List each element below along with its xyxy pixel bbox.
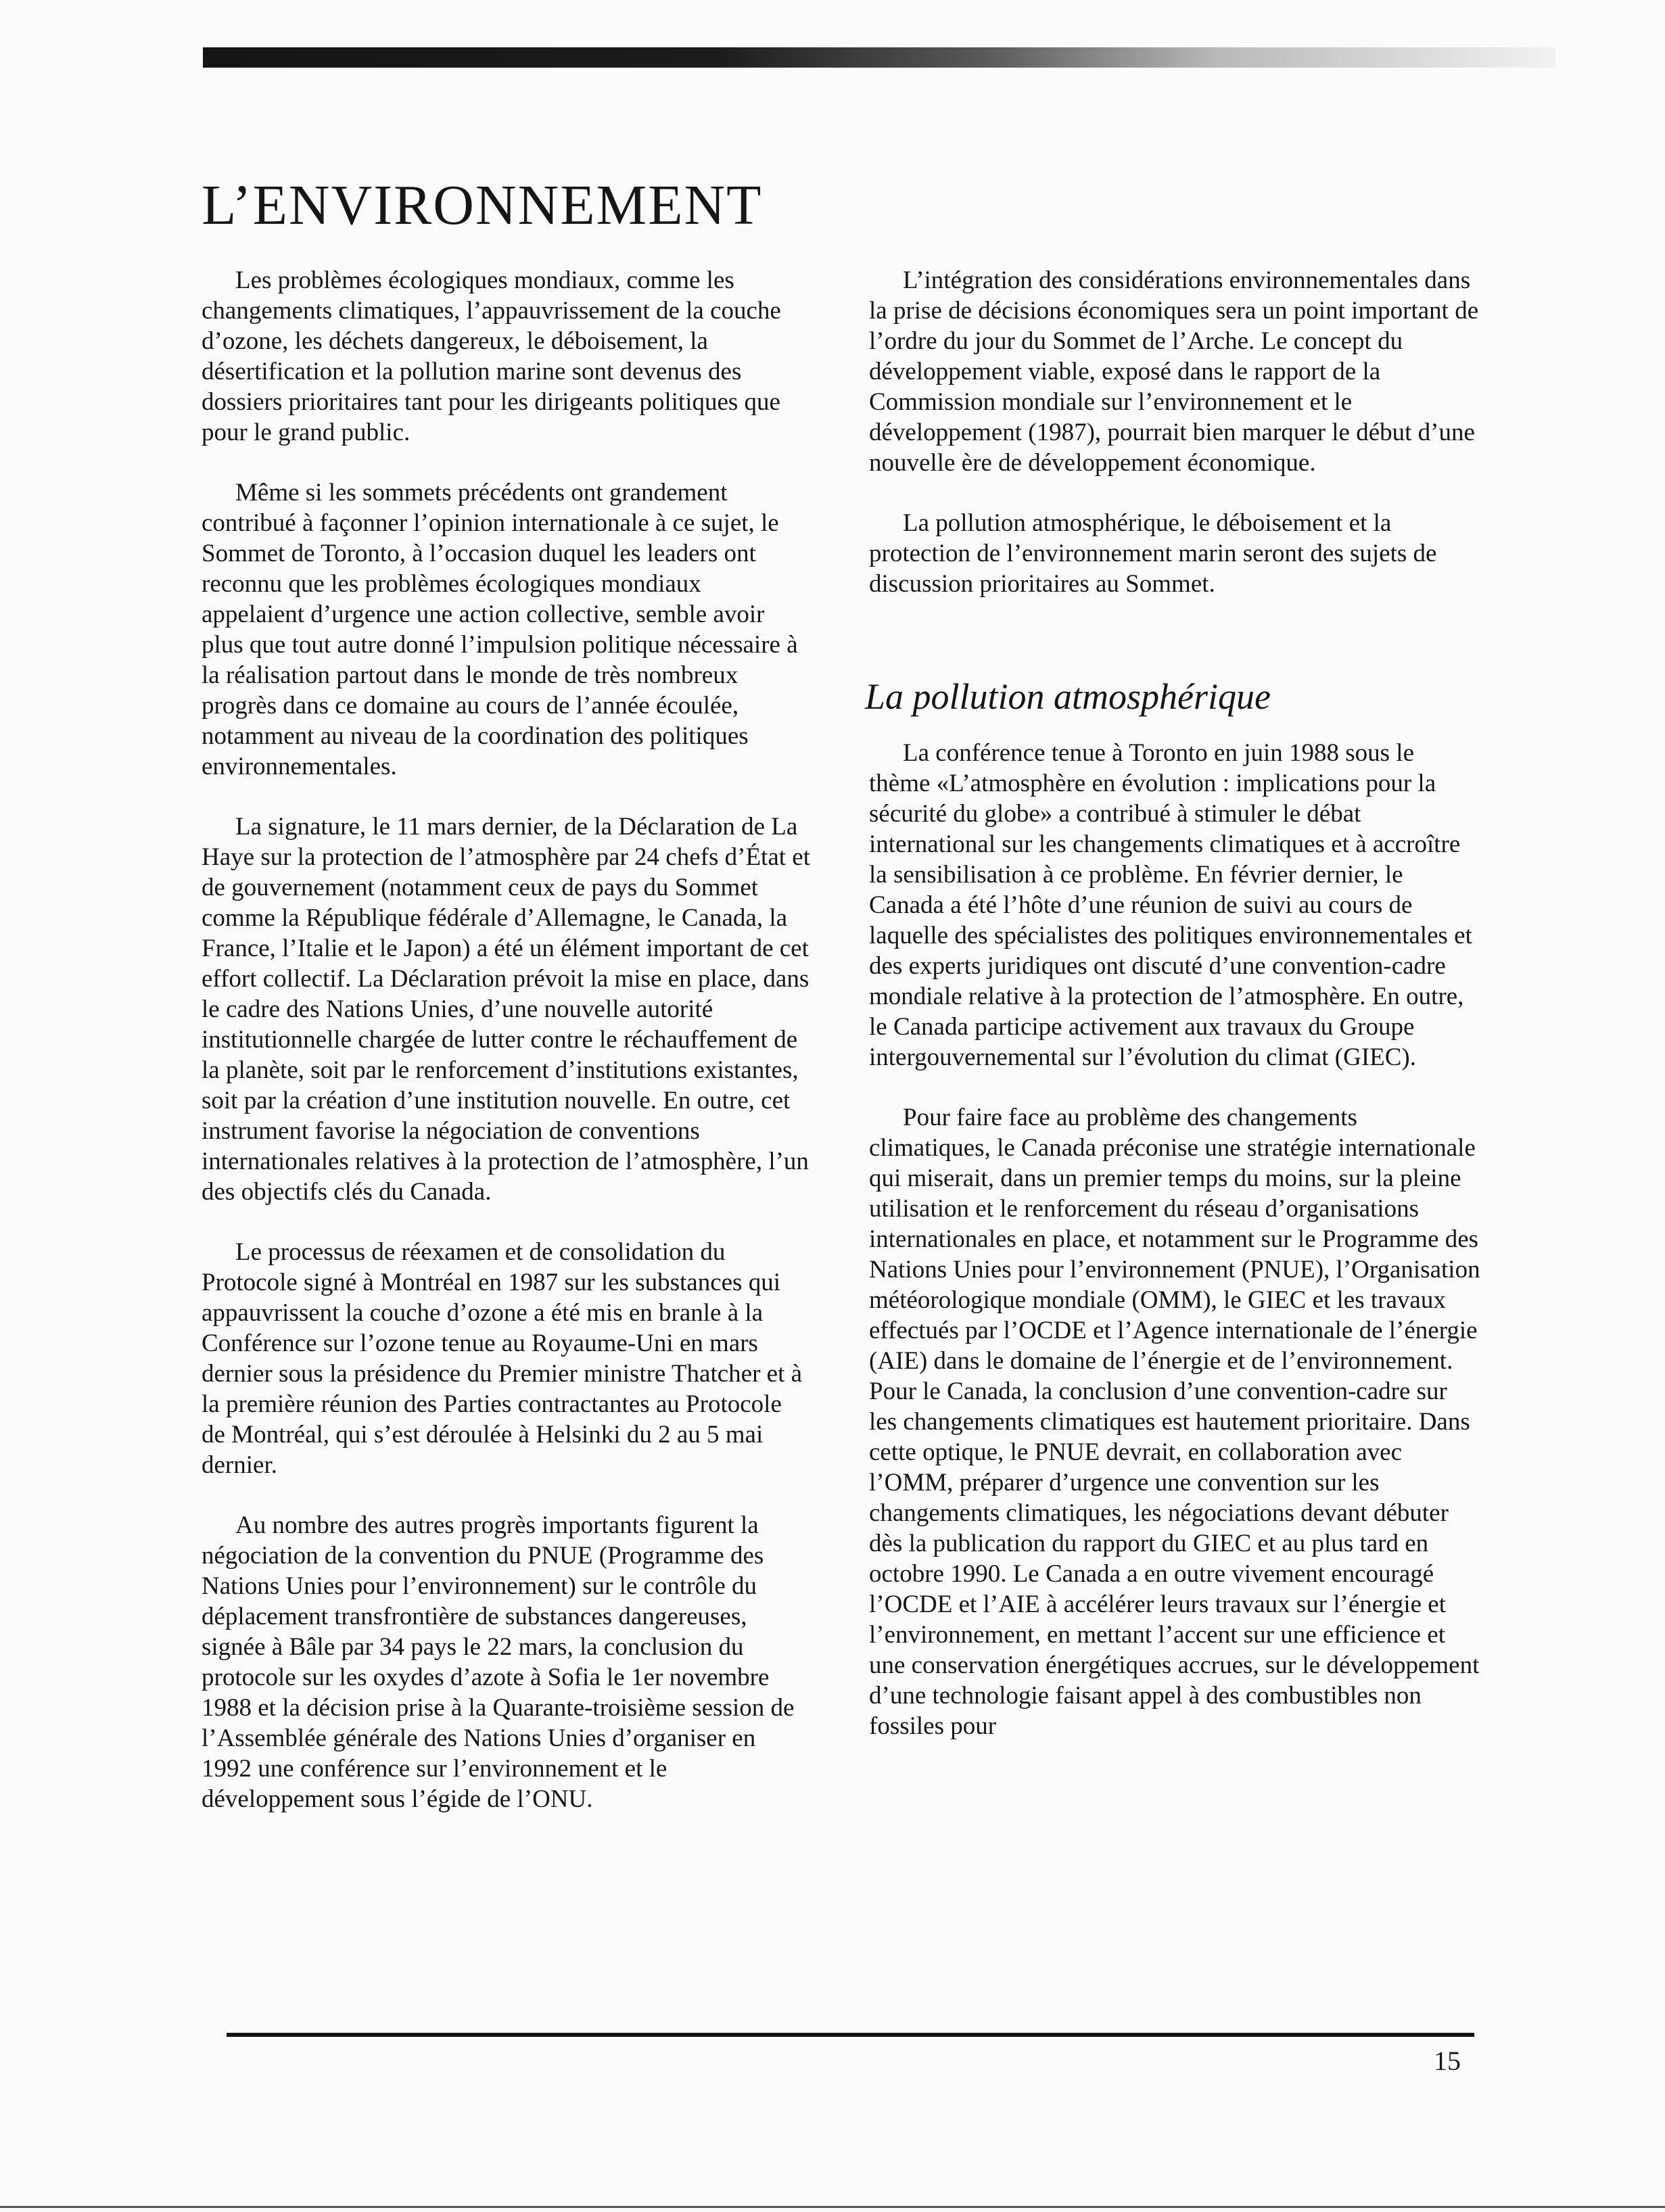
right-column [865, 265, 1481, 1771]
body-paragraph: Les problèmes écologiques mondiaux, comme les changements climatiques, l’appauvrissement de la couche d’ozone, les déchets dangereux, le déboisement, la désertification et la pollution marine sont devenus des dossiers prioritaires tant pour les dirigeants politiques que pour le grand public. [202, 266, 781, 446]
body-paragraph: Au nombre des autres progrès importants figurent la négociation de la convention du PNUE (Programme des Nations Unies pour l’environnement) sur le contrôle du déplacement transfrontière de substances dangereuses, signée à Bâle par 34 pays le 22 mars, la conclusion du protocole sur les oxydes d’azote à Sofia le 1er novembre 1988 et la décision prise à la Quarante-troisième session de l’Assemblée générale des Nations Unies d’organiser en 1992 une conférence sur l’environnement et le développement sous l’égide de l’ONU. [202, 1511, 795, 1813]
body-paragraph: L’intégration des considérations environnementales dans la prise de décisions économiques sera un point important de l’ordre du jour du Sommet de l’Arche. Le concept du développement viable, exposé dans le rapport de la Commission mondiale sur l’environnement et le développement (1987), pourrait bien marquer le début d’une nouvelle ère de développement économique. [869, 266, 1479, 477]
scan-bottom-edge [0, 2206, 1665, 2208]
page-number: 15 [1434, 2046, 1461, 2076]
body-paragraph: La conférence tenue à Toronto en juin 1988 sous le thème «L’atmosphère en évolution : implications pour la sécurité du globe» a contribué à stimuler le débat international sur les changements climatiques et à accroître la sensibilisation à ce problème. En février dernier, le Canada a été l’hôte d’une réunion de suivi au cours de laquelle des spécialistes des politiques environnementales et des experts juridiques ont discuté d’une convention-cadre mondiale relative à la protection de l’atmosphère. En outre, le Canada participe activement aux travaux du Groupe intergouvernemental sur l’évolution du climat (GIEC). [869, 738, 1472, 1071]
body-paragraph: Pour faire face au problème des changements climatiques, le Canada préconise une stratégie internationale qui miserait, dans un premier temps du moins, sur la pleine utilisation et le renforcement du réseau d’organisations internationales en place, et notamment sur le Programme des Nations Unies pour l’environnement (PNUE), l’Organisation météorologique mondiale (OMM), le GIEC et les travaux effectués par l’OCDE et l’Agence internationale de l’énergie (AIE) dans le domaine de l’énergie et de l’environnement. Pour le Canada, la conclusion d’une convention-cadre sur les changements climatiques est hautement prioritaire. Dans cette optique, le PNUE devrait, en collaboration avec l’OMM, préparer d’urgence une convention sur les changements climatiques, les négociations devant débuter dès la publication du rapport du GIEC et au plus tard en octobre 1990. Le Canada a en outre vivement encouragé l’OCDE et l’AIE à accélérer leurs travaux sur l’énergie et l’environnement, en mettant l’accent sur une efficience et une conservation énergétiques accrues, sur le développement d’une technologie faisant appel à des combustibles non fossiles pour [869, 1103, 1480, 1740]
footer-rule [227, 2033, 1474, 2037]
page-title: L’ENVIRONNEMENT [202, 174, 763, 237]
header-decorative-bar [203, 47, 1555, 68]
body-paragraph: La pollution atmosphérique, le déboisement et la protection de l’environnement marin seront des sujets de discussion prioritaires au Sommet. [869, 509, 1437, 598]
body-paragraph: Le processus de réexamen et de consolidation du Protocole signé à Montréal en 1987 sur les substances qui appauvrissent la couche d’ozone a été mis en branle à la Conférence sur l’ozone tenue au Royaume-Uni en mars dernier sous la présidence du Premier ministre Thatcher et à la première réunion des Parties contractantes au Protocole de Montréal, qui s’est déroulée à Helsinki du 2 au 5 mai dernier. [202, 1238, 803, 1479]
section-heading: La pollution atmosphérique [865, 676, 1271, 717]
left-column [202, 265, 810, 1844]
body-paragraph: La signature, le 11 mars dernier, de la Déclaration de La Haye sur la protection de l’atmosphère par 24 chefs d’État et de gouvernement (notamment ceux de pays du Sommet comme la République fédérale d’Allemagne, le Canada, la France, l’Italie et le Japon) a été un élément important de cet effort collectif. La Déclaration prévoit la mise en place, dans le cadre des Nations Unies, d’une nouvelle autorité institutionnelle chargée de lutter contre le réchauffement de la planète, soit par le renforcement d’institutions existantes, soit par la création d’une institution nouvelle. En outre, cet instrument favorise la négociation de conventions internationales relatives à la protection de l’atmosphère, l’un des objectifs clés du Canada. [202, 813, 810, 1206]
body-paragraph: Même si les sommets précédents ont grandement contribué à façonner l’opinion internationale à ce sujet, le Sommet de Toronto, à l’occasion duquel les leaders ont reconnu que les problèmes écologiques mondiaux appelaient d’urgence une action collective, semble avoir plus que tout autre donné l’impulsion politique nécessaire à la réalisation partout dans le monde de très nombreux progrès dans ce domaine au cours de l’année écoulée, notamment au niveau de la coordination des politiques environnementales. [202, 479, 798, 780]
